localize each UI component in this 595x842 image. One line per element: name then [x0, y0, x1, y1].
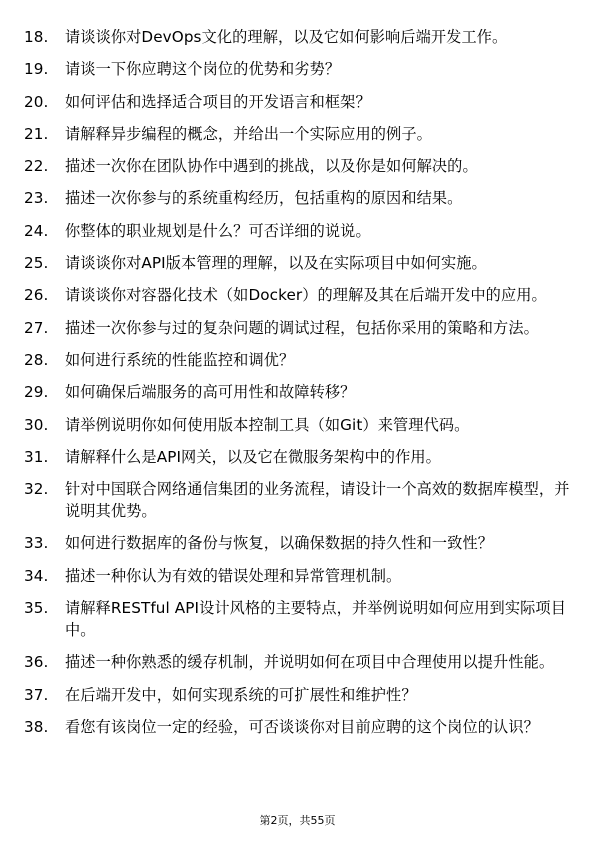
question-item: [24, 317, 572, 339]
question-number: 37.: [24, 685, 49, 704]
question-number: 33.: [24, 534, 49, 553]
question-number: 27.: [24, 318, 49, 337]
question-text: 请举例说明你如何使用版本控制工具（如Git）来管理代码。: [65, 415, 470, 434]
question-number: 25.: [24, 254, 49, 273]
question-item: [24, 414, 572, 436]
question-text: 如何确保后端服务的高可用性和故障转移？: [65, 383, 356, 402]
question-number: 26.: [24, 286, 49, 305]
question-item: [24, 597, 572, 641]
question-text: 描述一次你参与的系统重构经历，包括重构的原因和结果。: [65, 189, 463, 208]
question-number: 22.: [24, 157, 49, 176]
question-number: 36.: [24, 653, 49, 672]
question-list: [24, 26, 572, 748]
question-text: 请谈谈你对DevOps文化的理解，以及它如何影响后端开发工作。: [65, 28, 508, 46]
question-number: 23.: [24, 189, 49, 208]
question-item: [24, 349, 572, 371]
question-number: 24.: [24, 221, 49, 240]
question-item: [24, 284, 572, 306]
question-item: [24, 716, 572, 738]
question-text: 描述一种你认为有效的错误处理和异常管理机制。: [65, 566, 402, 585]
question-item: [24, 26, 572, 48]
question-item: [24, 123, 572, 145]
question-text: 如何评估和选择适合项目的开发语言和框架？: [65, 92, 371, 111]
question-item: [24, 91, 572, 113]
question-item: [24, 478, 572, 522]
question-text: 你整体的职业规划是什么？可否详细的说说。: [65, 221, 371, 240]
question-item: [24, 58, 572, 80]
question-number: 28.: [24, 350, 49, 369]
page-footer: [0, 814, 595, 828]
question-number: 20.: [24, 92, 49, 111]
question-number: 34.: [24, 566, 49, 585]
question-text: 请谈谈你对容器化技术（如Docker）的理解及其在后端开发中的应用。: [65, 286, 547, 305]
question-text: 看您有该岗位一定的经验，可否谈谈你对目前应聘的这个岗位的认识？: [65, 717, 539, 736]
question-number: 38.: [24, 717, 49, 736]
question-text: 针对中国联合网络通信集团的业务流程，请设计一个高效的数据库模型，并说明其优势。: [65, 480, 570, 521]
question-text: 请解释RESTful API设计风格的主要特点，并举例说明如何应用到实际项目中。: [65, 599, 566, 640]
question-item: [24, 187, 572, 209]
page-number-label: 第2页，共55页: [259, 814, 336, 827]
question-item: [24, 565, 572, 587]
question-item: [24, 532, 572, 554]
question-text: 请解释什么是API网关，以及它在微服务架构中的作用。: [65, 447, 441, 466]
question-number: 35.: [24, 599, 49, 618]
question-text: 描述一次你在团队协作中遇到的挑战，以及你是如何解决的。: [65, 157, 478, 176]
question-text: 请谈一下你应聘这个岗位的优势和劣势？: [65, 60, 341, 79]
question-text: 请谈谈你对API版本管理的理解，以及在实际项目中如何实施。: [65, 254, 487, 273]
question-item: [24, 446, 572, 468]
question-number: 18.: [24, 28, 49, 46]
question-text: 在后端开发中，如何实现系统的可扩展性和维护性？: [65, 685, 417, 704]
question-item: [24, 155, 572, 177]
question-text: 描述一种你熟悉的缓存机制，并说明如何在项目中合理使用以提升性能。: [65, 653, 555, 672]
question-number: 30.: [24, 415, 49, 434]
question-number: 31.: [24, 447, 49, 466]
question-item: [24, 684, 572, 706]
question-number: 32.: [24, 480, 49, 499]
question-item: [24, 220, 572, 242]
question-number: 21.: [24, 124, 49, 143]
question-item: [24, 252, 572, 274]
question-item: [24, 381, 572, 403]
question-number: 29.: [24, 383, 49, 402]
question-text: 请解释异步编程的概念，并给出一个实际应用的例子。: [65, 124, 432, 143]
question-item: [24, 651, 572, 673]
question-text: 如何进行系统的性能监控和调优？: [65, 350, 295, 369]
question-text: 如何进行数据库的备份与恢复，以确保数据的持久性和一致性？: [65, 534, 494, 553]
question-text: 描述一次你参与过的复杂问题的调试过程，包括你采用的策略和方法。: [65, 318, 539, 337]
question-number: 19.: [24, 60, 49, 79]
